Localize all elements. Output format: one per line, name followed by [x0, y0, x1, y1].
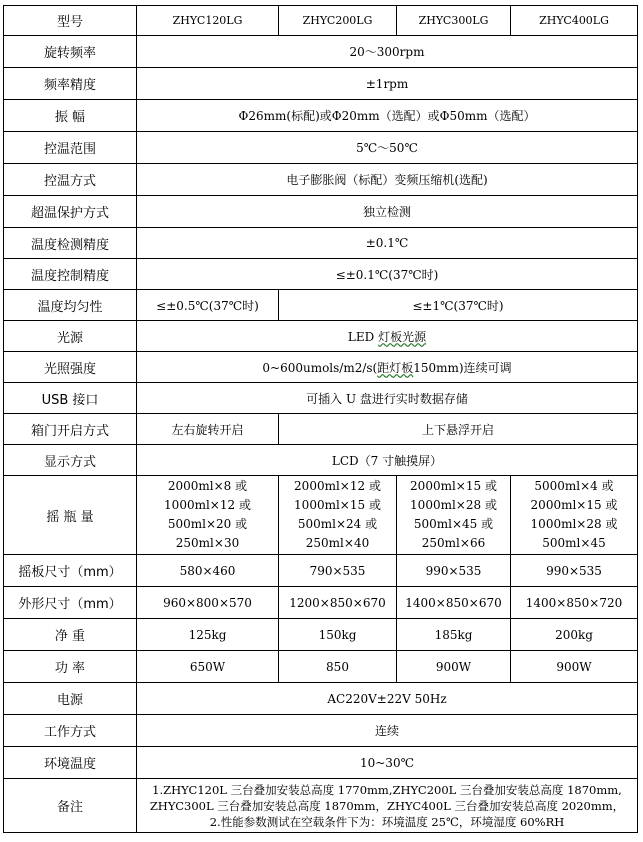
row-weight	[4, 619, 638, 651]
power-1: 650W	[137, 651, 279, 683]
value-amplitude: Φ26mm(标配)或Φ20mm（选配）或Φ50mm（选配）	[137, 100, 638, 132]
plate-size-4: 990×535	[511, 555, 638, 587]
row-supply	[4, 683, 638, 715]
capacity-line: 250ml×40	[305, 536, 370, 550]
capacity-line: 1000ml×12 或	[164, 498, 251, 512]
light-intensity-suffix: 150mm)连续可调	[413, 360, 512, 375]
light-source-prefix: LED	[347, 329, 379, 344]
outer-size-1: 960×800×570	[137, 587, 279, 619]
outer-size-4: 1400×850×720	[511, 587, 638, 619]
plate-size-1: 580×460	[137, 555, 279, 587]
power-2: 850	[279, 651, 397, 683]
capacity-line: 2000ml×15 或	[530, 498, 618, 512]
label-outer-size: 外形尺寸（mm）	[4, 587, 137, 619]
row-temp-mode	[4, 164, 638, 196]
label-weight: 净 重	[4, 619, 137, 651]
capacity-line: 500ml×45	[542, 536, 606, 550]
row-amplitude	[4, 100, 638, 132]
label-plate-size: 摇板尺寸（mm）	[4, 555, 137, 587]
light-intensity-prefix: 0~600umols/m2/s(	[262, 360, 378, 375]
label-usb: USB 接口	[4, 383, 137, 414]
outer-size-2: 1200×850×670	[279, 587, 397, 619]
row-remarks	[4, 779, 638, 833]
plate-size-2: 790×535	[279, 555, 397, 587]
capacity-model-2	[279, 476, 397, 555]
remark-line-3: 2.性能参数测试在空载条件下为：环境温度 25℃，环境湿度 60%RH	[209, 814, 565, 829]
value-temp-control: ≤±0.1℃(37℃时)	[137, 259, 638, 290]
row-env-temp	[4, 747, 638, 779]
value-display: LCD（7 寸触摸屏）	[137, 445, 638, 476]
value-temp-mode: 电子膨胀阀（标配）变频压缩机(选配)	[137, 164, 638, 196]
capacity-line: 500ml×45 或	[413, 517, 494, 531]
capacity-line: 5000ml×4 或	[534, 479, 614, 493]
capacity-line: 250ml×66	[421, 536, 486, 550]
label-display: 显示方式	[4, 445, 137, 476]
row-light-source	[4, 321, 638, 352]
capacity-line: 250ml×30	[175, 536, 240, 550]
weight-3: 185kg	[397, 619, 511, 651]
power-3: 900W	[397, 651, 511, 683]
plate-size-3: 990×535	[397, 555, 511, 587]
capacity-line: 1000ml×28 或	[410, 498, 497, 512]
weight-4: 200kg	[511, 619, 638, 651]
row-light-intensity	[4, 352, 638, 383]
row-usb	[4, 383, 638, 414]
label-model: 型号	[4, 6, 137, 36]
label-freq-precision: 频率精度	[4, 68, 137, 100]
remark-line-1: 1.ZHYC120L 三台叠加安装总高度 1770mm,ZHYC200L 三台叠加安装总高度 1870mm,	[152, 782, 622, 797]
value-work-mode: 连续	[137, 715, 638, 747]
value-supply: AC220V±22V 50Hz	[137, 683, 638, 715]
row-freq-precision	[4, 68, 638, 100]
label-overtemp: 超温保护方式	[4, 196, 137, 228]
label-shaker-capacity: 摇 瓶 量	[4, 476, 137, 555]
label-temp-uniform: 温度均匀性	[4, 290, 137, 321]
power-4: 900W	[511, 651, 638, 683]
capacity-line: 500ml×20 或	[167, 517, 248, 531]
label-door: 箱门开启方式	[4, 414, 137, 445]
value-freq-precision: ±1rpm	[137, 68, 638, 100]
spec-table	[3, 5, 638, 833]
capacity-line: 2000ml×8 或	[167, 479, 248, 493]
label-temp-mode: 控温方式	[4, 164, 137, 196]
row-temp-range	[4, 132, 638, 164]
row-door	[4, 414, 638, 445]
light-intensity-marked: 距灯板	[377, 360, 414, 375]
row-outer-size	[4, 587, 638, 619]
model-1: ZHYC120LG	[137, 6, 279, 36]
value-temp-detect: ±0.1℃	[137, 228, 638, 259]
value-env-temp: 10~30℃	[137, 747, 638, 779]
label-supply: 电源	[4, 683, 137, 715]
capacity-line: 2000ml×15 或	[410, 479, 497, 493]
outer-size-3: 1400×850×670	[397, 587, 511, 619]
capacity-line: 500ml×24 或	[297, 517, 378, 531]
value-door-b: 上下悬浮开启	[279, 414, 638, 445]
label-env-temp: 环境温度	[4, 747, 137, 779]
label-temp-control: 温度控制精度	[4, 259, 137, 290]
row-temp-uniform	[4, 290, 638, 321]
value-overtemp: 独立检测	[137, 196, 638, 228]
row-shaker-capacity	[4, 476, 638, 555]
value-temp-uniform-a: ≤±0.5℃(37℃时)	[137, 290, 279, 321]
capacity-model-1	[137, 476, 279, 555]
value-light-intensity	[137, 352, 638, 383]
model-2: ZHYC200LG	[279, 6, 397, 36]
capacity-model-4	[511, 476, 638, 555]
value-remarks	[137, 779, 638, 833]
capacity-line: 1000ml×15 或	[294, 498, 381, 512]
light-source-marked: 灯板光源	[378, 329, 427, 344]
row-display	[4, 445, 638, 476]
row-speed	[4, 36, 638, 68]
capacity-line: 2000ml×12 或	[294, 479, 381, 493]
value-speed: 20～300rpm	[137, 36, 638, 68]
label-remarks: 备注	[4, 779, 137, 833]
model-3: ZHYC300LG	[397, 6, 511, 36]
row-overtemp	[4, 196, 638, 228]
row-power	[4, 651, 638, 683]
row-temp-detect	[4, 228, 638, 259]
label-light-intensity: 光照强度	[4, 352, 137, 383]
value-temp-range: 5℃～50℃	[137, 132, 638, 164]
value-usb: 可插入 U 盘进行实时数据存储	[137, 383, 638, 414]
row-model	[4, 6, 638, 36]
label-temp-detect: 温度检测精度	[4, 228, 137, 259]
label-amplitude: 振 幅	[4, 100, 137, 132]
model-4: ZHYC400LG	[511, 6, 638, 36]
weight-2: 150kg	[279, 619, 397, 651]
row-plate-size	[4, 555, 638, 587]
label-power: 功 率	[4, 651, 137, 683]
value-temp-uniform-b: ≤±1℃(37℃时)	[279, 290, 638, 321]
value-light-source	[137, 321, 638, 352]
capacity-model-3	[397, 476, 511, 555]
label-work-mode: 工作方式	[4, 715, 137, 747]
value-door-a: 左右旋转开启	[137, 414, 279, 445]
row-work-mode	[4, 715, 638, 747]
label-light-source: 光源	[4, 321, 137, 352]
remark-line-2: ZHYC300L 三台叠加安装总高度 1870mm，ZHYC400L 三台叠加安装总高度 2020mm，	[149, 798, 625, 813]
label-temp-range: 控温范围	[4, 132, 137, 164]
label-speed: 旋转频率	[4, 36, 137, 68]
weight-1: 125kg	[137, 619, 279, 651]
row-temp-control	[4, 259, 638, 290]
capacity-line: 1000ml×28 或	[530, 517, 618, 531]
